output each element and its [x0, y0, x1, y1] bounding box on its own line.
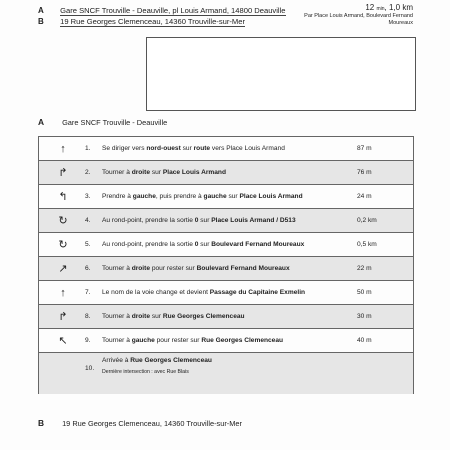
step-text-part: route — [193, 145, 211, 152]
step-text-part: Passage du Capitaine Exmelin — [209, 289, 306, 296]
start-section — [38, 117, 167, 127]
route-summary: 12 min, 1,0 km Par Place Louis Armand, Boulevard Fernand Moureaux — [293, 4, 413, 27]
step-number: 8. — [85, 313, 91, 320]
step-distance: 87 m — [357, 145, 372, 152]
step-distance: 40 m — [357, 337, 372, 344]
step-distance: 0,2 km — [357, 217, 377, 224]
keep-left-icon: ↖ — [58, 335, 68, 347]
step-text-part: 0 — [194, 241, 199, 248]
step-text-part: gauche — [131, 337, 155, 344]
step-text-part: Boulevard Fernand Moureaux — [211, 241, 305, 248]
direction-step — [39, 209, 413, 233]
step-text-part: sur — [150, 313, 163, 320]
turn-right-icon: ↱ — [58, 311, 68, 323]
step-text-part: droite — [131, 265, 151, 272]
direction-step — [39, 329, 413, 353]
step-text-part: Au rond-point, prendre la sortie — [102, 217, 195, 224]
keep-right-icon: ↗ — [58, 263, 68, 275]
direction-step — [39, 305, 413, 329]
step-distance: 0,5 km — [357, 241, 377, 248]
step-text-part: nord-ouest — [146, 145, 181, 152]
step-text-part: sur — [150, 169, 163, 176]
step-instruction — [102, 169, 226, 176]
step-text-part: sur — [198, 241, 212, 248]
route-via: Par Place Louis Armand, Boulevard Fernand Moureaux — [304, 13, 413, 26]
turn-right-icon: ↱ — [58, 167, 68, 179]
step-number: 9. — [85, 337, 91, 344]
destination-label: B — [38, 17, 44, 26]
route-time-unit: min — [376, 6, 385, 12]
roundabout-icon: ↻ — [58, 239, 68, 251]
step-text-part: Rue Georges Clemenceau — [201, 337, 284, 344]
step-text-part: Rue Georges Clemenceau — [130, 357, 212, 364]
step-distance: 30 m — [357, 313, 372, 320]
step-number: 5. — [85, 241, 91, 248]
origin-label: A — [38, 6, 44, 15]
step-text-part: droite — [131, 313, 151, 320]
arrival-step — [39, 353, 413, 394]
step-text-part: vers Place Louis Armand — [210, 145, 285, 152]
step-number: 2. — [85, 169, 91, 176]
route-time: 12 — [365, 3, 375, 12]
step-text-part: Au rond-point, prendre la sortie — [102, 241, 195, 248]
step-text-part: Tourner à — [102, 313, 132, 320]
step-number: 1. — [85, 145, 91, 152]
arrival-instruction — [102, 357, 212, 364]
destination-address: 19 Rue Georges Clemenceau, 14360 Trouville-sur-Mer — [60, 17, 245, 26]
step-instruction — [102, 337, 283, 344]
destination-row — [38, 17, 245, 26]
step-text-part: Le nom de la voie change et devient — [102, 289, 210, 296]
step-text-part: Tourner à — [102, 337, 132, 344]
start-label: A — [38, 117, 45, 127]
step-number: 7. — [85, 289, 91, 296]
step-text-part: pour rester sur — [154, 337, 202, 344]
arrow-up-icon: ↑ — [60, 143, 66, 155]
origin-row — [38, 6, 286, 15]
step-text-part: Arrivée à — [102, 357, 131, 364]
step-text-part: Place Louis Armand — [162, 169, 226, 176]
step-text-part: Se diriger vers — [102, 145, 147, 152]
step-instruction — [102, 289, 305, 296]
origin-address: Gare SNCF Trouville - Deauville, pl Louis Armand, 14800 Deauville — [60, 6, 286, 15]
direction-step — [39, 257, 413, 281]
step-text-part: Tourner à — [102, 265, 132, 272]
roundabout-icon: ↻ — [58, 215, 68, 227]
direction-step — [39, 185, 413, 209]
step-text-part: , puis prendre à — [155, 193, 204, 200]
start-name: Gare SNCF Trouville - Deauville — [62, 118, 168, 127]
step-instruction — [102, 193, 303, 200]
step-instruction — [102, 217, 296, 224]
step-distance: 50 m — [357, 289, 372, 296]
step-instruction — [102, 313, 245, 320]
step-instruction — [102, 241, 304, 248]
turn-left-icon: ↰ — [58, 191, 68, 203]
step-text-part: sur — [180, 145, 194, 152]
step-text-part: sur — [198, 217, 212, 224]
last-intersection: Dernière intersection : avec Rue Blais — [102, 369, 189, 375]
step-text-part: droite — [131, 169, 151, 176]
step-number: 3. — [85, 193, 91, 200]
map-area — [146, 37, 416, 111]
direction-step — [39, 281, 413, 305]
route-distance: 1,0 km — [388, 3, 413, 12]
step-text-part: gauche — [203, 193, 227, 200]
step-instruction — [102, 265, 290, 272]
end-section — [38, 418, 242, 428]
direction-step — [39, 233, 413, 257]
direction-step — [39, 137, 413, 161]
step-text-part: 0 — [194, 217, 199, 224]
step-number: 10. — [85, 365, 95, 372]
step-text-part: Rue Georges Clemenceau — [162, 313, 245, 320]
step-text-part: sur — [226, 193, 240, 200]
step-number: 4. — [85, 217, 91, 224]
step-text-part: Boulevard Fernand Moureaux — [196, 265, 290, 272]
directions-list — [38, 136, 414, 394]
arrow-up-icon: ↑ — [60, 287, 66, 299]
end-label: B — [38, 418, 45, 428]
step-text-part: Prendre à — [102, 193, 133, 200]
step-text-part: gauche — [132, 193, 156, 200]
direction-step — [39, 161, 413, 185]
step-number: 6. — [85, 265, 91, 272]
step-instruction — [102, 145, 285, 152]
step-text-part: Place Louis Armand / D513 — [211, 217, 296, 224]
step-distance: 76 m — [357, 169, 372, 176]
step-distance: 24 m — [357, 193, 372, 200]
step-text-part: pour rester sur — [150, 265, 197, 272]
step-distance: 22 m — [357, 265, 372, 272]
step-text-part: Tourner à — [102, 169, 132, 176]
end-address: 19 Rue Georges Clemenceau, 14360 Trouville-sur-Mer — [62, 419, 242, 428]
step-text-part: Place Louis Armand — [239, 193, 303, 200]
